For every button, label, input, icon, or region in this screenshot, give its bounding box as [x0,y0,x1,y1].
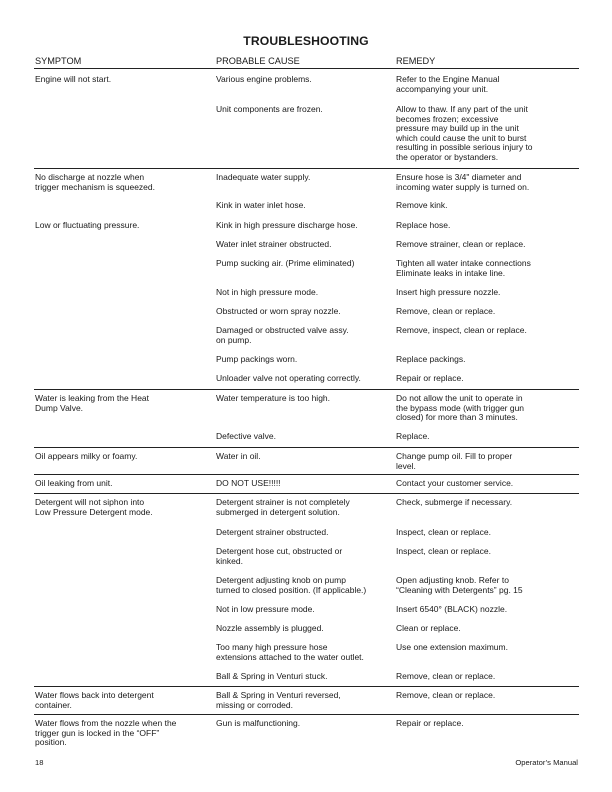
probable-cause-cell: Water inlet strainer obstructed. [216,239,332,249]
group-divider [34,686,579,687]
group-divider [34,168,579,169]
symptom-cell: Oil leaking from unit. [35,478,113,488]
remedy-cell: Contact your customer service. [396,478,514,488]
probable-cause-cell: Defective valve. [216,431,276,441]
header-divider [34,68,579,69]
remedy-cell: Use one extension maximum. [396,642,508,652]
probable-cause-cell: Detergent strainer is not completely submerged in detergent solution. [216,497,350,517]
probable-cause-cell: DO NOT USE!!!!! [216,478,281,488]
probable-cause-cell: Various engine problems. [216,74,312,84]
group-divider [34,389,579,390]
probable-cause-cell: Ball & Spring in Venturi reversed, missing or corroded. [216,690,341,710]
probable-cause-cell: Not in low pressure mode. [216,604,315,614]
remedy-cell: Inspect, clean or replace. [396,546,491,556]
header-remedy: REMEDY [396,56,436,66]
remedy-cell: Replace hose. [396,220,451,230]
probable-cause-cell: Water temperature is too high. [216,393,331,403]
probable-cause-cell: Ball & Spring in Venturi stuck. [216,671,328,681]
remedy-cell: Tighten all water intake connections Eliminate leaks in intake line. [396,258,531,278]
group-divider [34,447,579,448]
remedy-cell: Replace packings. [396,354,466,364]
remedy-cell: Check, submerge if necessary. [396,497,513,507]
remedy-cell: Repair or replace. [396,718,464,728]
group-divider [34,474,579,475]
remedy-cell: Remove strainer, clean or replace. [396,239,526,249]
page-title: TROUBLESHOOTING [243,34,369,48]
probable-cause-cell: Unit components are frozen. [216,104,323,114]
group-divider [34,493,579,494]
probable-cause-cell: Kink in high pressure discharge hose. [216,220,358,230]
probable-cause-cell: Pump sucking air. (Prime eliminated) [216,258,355,268]
remedy-cell: Insert high pressure nozzle. [396,287,501,297]
remedy-cell: Refer to the Engine Manual accompanying your unit. [396,74,500,94]
remedy-cell: Remove, clean or replace. [396,306,496,316]
remedy-cell: Remove, clean or replace. [396,671,496,681]
remedy-cell: Remove, clean or replace. [396,690,496,700]
probable-cause-cell: Not in high pressure mode. [216,287,319,297]
group-divider [34,714,579,715]
symptom-cell: Low or fluctuating pressure. [35,220,140,230]
remedy-cell: Ensure hose is 3/4" diameter and incoming water supply is turned on. [396,172,530,192]
remedy-cell: Inspect, clean or replace. [396,527,491,537]
probable-cause-cell: Damaged or obstructed valve assy. on pump. [216,325,349,345]
remedy-cell: Change pump oil. Fill to proper level. [396,451,513,471]
remedy-cell: Replace. [396,431,430,441]
remedy-cell: Remove kink. [396,200,448,210]
symptom-cell: No discharge at nozzle when trigger mechanism is squeezed. [35,172,156,192]
symptom-cell: Water is leaking from the Heat Dump Valve. [35,393,150,413]
probable-cause-cell: Nozzle assembly is plugged. [216,623,324,633]
header-symptom: SYMPTOM [35,56,82,66]
remedy-cell: Remove, inspect, clean or replace. [396,325,527,335]
probable-cause-cell: Detergent hose cut, obstructed or kinked. [216,546,343,566]
header-probable-cause: PROBABLE CAUSE [216,56,300,66]
symptom-cell: Water flows back into detergent container. [35,690,154,710]
symptom-cell: Engine will not start. [35,74,112,84]
probable-cause-cell: Gun is malfunctioning. [216,718,301,728]
remedy-cell: Open adjusting knob. Refer to “Cleaning with Detergents” pg. 15 [396,575,523,595]
probable-cause-cell: Detergent adjusting knob on pump turned to closed position. (If applicable.) [216,575,367,595]
remedy-cell: Do not allow the unit to operate in the bypass mode (with trigger gun closed) for more than 3 minutes. [396,393,525,422]
symptom-cell: Detergent will not siphon into Low Pressure Detergent mode. [35,497,153,517]
probable-cause-cell: Inadequate water supply. [216,172,311,182]
probable-cause-cell: Kink in water inlet hose. [216,200,306,210]
probable-cause-cell: Pump packings worn. [216,354,298,364]
probable-cause-cell: Water in oil. [216,451,261,461]
probable-cause-cell: Obstructed or worn spray nozzle. [216,306,341,316]
symptom-cell: Oil appears milky or foamy. [35,451,138,461]
page-number: 18 [35,758,44,767]
remedy-cell: Repair or replace. [396,373,464,383]
remedy-cell: Insert 6540° (BLACK) nozzle. [396,604,508,614]
symptom-cell: Water flows from the nozzle when the trigger gun is locked in the “OFF” position. [35,718,177,747]
probable-cause-cell: Too many high pressure hose extensions attached to the water outlet. [216,642,364,662]
footer-label: Operator’s Manual [515,758,578,767]
remedy-cell: Clean or replace. [396,623,461,633]
remedy-cell: Allow to thaw. If any part of the unit becomes frozen; excessive pressure may build up in the unit which could cause the unit to burst resulting in possible serious injury to the operator or bystanders. [396,104,533,162]
probable-cause-cell: Unloader valve not operating correctly. [216,373,361,383]
probable-cause-cell: Detergent strainer obstructed. [216,527,329,537]
